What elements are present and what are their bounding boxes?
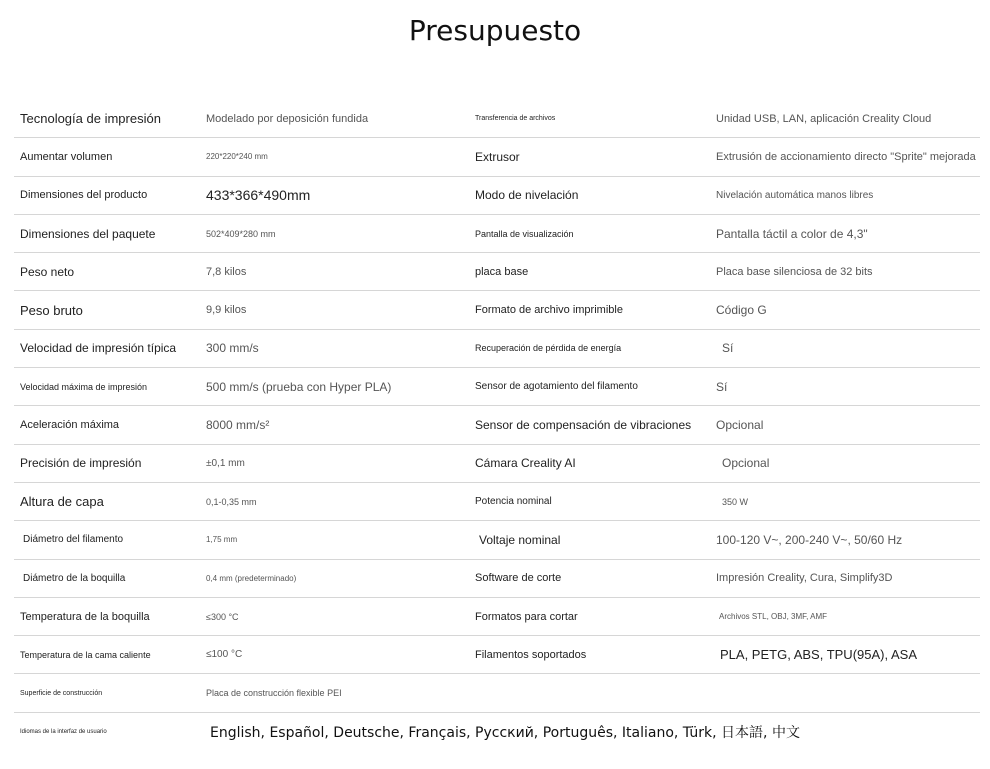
spec-value: 500 mm/s (prueba con Hyper PLA) <box>206 379 392 394</box>
table-row <box>14 483 980 521</box>
table-row <box>14 138 980 176</box>
spec-value: PLA, PETG, ABS, TPU(95A), ASA <box>720 647 918 663</box>
spec-label: Altura de capa <box>20 494 104 510</box>
spec-value: Opcional <box>722 456 770 471</box>
spec-label: Dimensiones del producto <box>20 189 148 202</box>
spec-value: Unidad USB, LAN, aplicación Creality Cloud <box>716 112 932 125</box>
table-row <box>14 100 980 138</box>
spec-value: ±0,1 mm <box>206 457 245 469</box>
spec-value: Archivos STL, OBJ, 3MF, AMF <box>719 612 828 621</box>
spec-value: 9,9 kilos <box>206 304 247 317</box>
spec-value: Código G <box>716 303 767 318</box>
spec-label: Precisión de impresión <box>20 456 142 471</box>
spec-label: Aceleración máxima <box>20 419 120 432</box>
spec-value: ≤300 °C <box>206 611 239 622</box>
table-row <box>14 330 980 368</box>
spec-label: Cámara Creality AI <box>475 456 576 471</box>
spec-label: Idiomas de la interfaz de usuario <box>20 728 107 735</box>
spec-label: Transferencia de archivos <box>475 115 556 123</box>
spec-label: Diámetro del filamento <box>23 534 124 546</box>
table-row <box>14 598 980 636</box>
table-row <box>14 291 980 329</box>
spec-label: Filamentos soportados <box>475 648 587 661</box>
spec-value: 502*409*280 mm <box>206 228 276 239</box>
spec-label: Sensor de agotamiento del filamento <box>475 381 638 393</box>
table-row <box>14 215 980 253</box>
spec-label: Recuperación de pérdida de energía <box>475 343 622 354</box>
spec-value: 350 W <box>722 496 749 507</box>
spec-value: Opcional <box>716 418 764 433</box>
spec-value: Nivelación automática manos libres <box>716 189 874 201</box>
spec-value: Placa de construcción flexible PEI <box>206 688 342 699</box>
spec-value: 433*366*490mm <box>206 187 311 204</box>
spec-value: 1,75 mm <box>206 535 238 545</box>
spec-label: Software de corte <box>475 572 562 585</box>
spec-value: Pantalla táctil a color de 4,3" <box>716 226 868 241</box>
spec-label: Extrusor <box>475 149 520 164</box>
spec-value: Modelado por deposición fundida <box>206 112 369 125</box>
table-row <box>14 253 980 291</box>
spec-value: Extrusión de accionamiento directo "Sprite" mejorada <box>716 150 976 163</box>
spec-label: Formatos para cortar <box>475 610 578 623</box>
spec-label: Velocidad de impresión típica <box>20 341 177 356</box>
spec-label: Tecnología de impresión <box>20 111 161 127</box>
table-row <box>14 713 980 751</box>
spec-label: Sensor de compensación de vibraciones <box>475 418 692 433</box>
table-row <box>14 368 980 406</box>
spec-label: placa base <box>475 265 529 278</box>
table-row <box>14 521 980 559</box>
spec-label: Superficie de construcción <box>20 689 103 697</box>
spec-label: Diámetro de la boquilla <box>23 572 126 584</box>
spec-value: 100-120 V~, 200-240 V~, 50/60 Hz <box>716 532 903 547</box>
spec-label: Temperatura de la boquilla <box>20 610 150 623</box>
spec-label: Potencia nominal <box>475 496 552 508</box>
table-row <box>14 177 980 215</box>
table-row <box>14 636 980 674</box>
spec-label: Velocidad máxima de impresión <box>20 381 148 392</box>
spec-value: Sí <box>722 341 734 356</box>
spec-value: 0,4 mm (predeterminado) <box>206 573 297 583</box>
spec-label: Aumentar volumen <box>20 150 113 163</box>
table-row <box>14 406 980 444</box>
table-row <box>14 560 980 598</box>
spec-value: 8000 mm/s² <box>206 418 270 433</box>
spec-table <box>14 100 980 751</box>
table-row <box>14 445 980 483</box>
spec-label: Voltaje nominal <box>479 532 561 547</box>
spec-value: ≤100 °C <box>206 649 243 661</box>
table-row <box>14 674 980 712</box>
spec-value: 0,1-0,35 mm <box>206 496 257 507</box>
spec-value: Sí <box>716 379 728 394</box>
spec-value: 300 mm/s <box>206 341 259 356</box>
spec-value: Placa base silenciosa de 32 bits <box>716 265 873 278</box>
spec-label: Pantalla de visualización <box>475 228 574 239</box>
spec-value: 220*220*240 mm <box>206 152 268 162</box>
spec-value: English, Español, Deutsche, Français, Русский, Português, Italiano, Türk, 日本語, 中文 <box>210 724 800 741</box>
spec-value: Impresión Creality, Cura, Simplify3D <box>716 572 893 585</box>
spec-label: Modo de nivelación <box>475 188 579 203</box>
spec-label: Temperatura de la cama caliente <box>20 649 151 660</box>
spec-label: Formato de archivo imprimible <box>475 304 623 317</box>
spec-value: 7,8 kilos <box>206 265 247 278</box>
page-title: Presupuesto <box>408 14 582 47</box>
spec-label: Peso neto <box>20 264 75 279</box>
spec-label: Dimensiones del paquete <box>20 226 156 241</box>
spec-label: Peso bruto <box>20 302 83 318</box>
